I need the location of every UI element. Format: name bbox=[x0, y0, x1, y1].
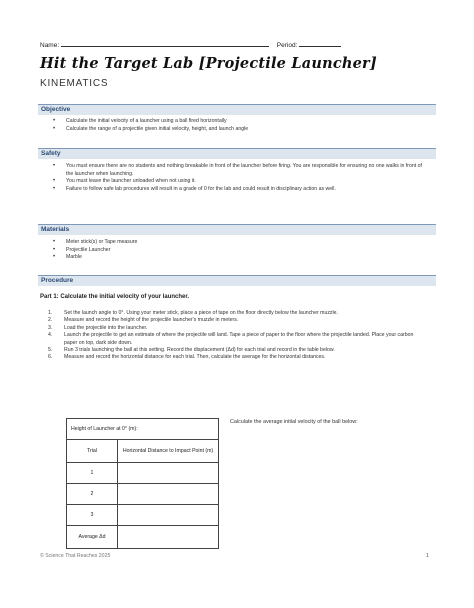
list-item: • Calculate the range of a projectile given initial velocity, height, and launch angle bbox=[38, 126, 428, 134]
safety-list bbox=[38, 163, 428, 193]
page-subtitle: KINEMATICS bbox=[40, 78, 109, 89]
height-of-launcher-cell[interactable] bbox=[67, 419, 219, 440]
page-title: Hit the Target Lab [Projectile Launcher] bbox=[40, 55, 377, 72]
list-item: • Meter stick(s) or Tape measure bbox=[38, 239, 428, 247]
step-text: Load the projectile into the launcher. bbox=[64, 324, 148, 331]
page-number: 1 bbox=[426, 553, 429, 559]
step-text: Run 3 trials launching the ball at this setting. Record the displacement (Δd) for each trial and record in the table below. bbox=[64, 347, 335, 354]
list-item: • Failure to follow safe lab procedures will result in a grade of 0 for the lab and could result in disciplinary action as well. bbox=[38, 186, 428, 194]
materials-heading-bar bbox=[38, 224, 436, 235]
objective-heading-bar bbox=[38, 104, 436, 115]
trial-number: 2 bbox=[67, 484, 118, 505]
calc-prompt: Calculate the average initial velocity of the ball below: bbox=[230, 419, 358, 425]
step-number: 3. bbox=[48, 324, 53, 331]
step-text: Measure and record the horizontal distance for each trial. Then, calculate the average for the horizontal distances. bbox=[64, 354, 326, 361]
step-text: Launch the projectile to get an estimate of where the projectile will land. Tape a piece of paper to the floor where the projectile landed. Place your carbon paper on top, dark side down. bbox=[64, 332, 414, 346]
part1-label: Part 1: Calculate the initial velocity of your launcher. bbox=[40, 294, 190, 300]
list-item: • Projectile Launcher bbox=[38, 247, 428, 255]
procedure-heading: Procedure bbox=[41, 277, 74, 284]
height-of-launcher-label: Height of Launcher at 0° (m): bbox=[71, 426, 138, 432]
procedure-step bbox=[40, 332, 430, 347]
distance-cell[interactable] bbox=[118, 463, 219, 484]
name-label: Name: bbox=[40, 42, 60, 49]
procedure-steps bbox=[40, 310, 430, 362]
name-period-line bbox=[40, 40, 440, 49]
list-item: • Marble bbox=[38, 254, 428, 262]
trial-number: 1 bbox=[67, 463, 118, 484]
step-number: 4. bbox=[48, 332, 53, 339]
average-label: Average Δd bbox=[67, 526, 118, 549]
trial-number: 3 bbox=[67, 505, 118, 526]
period-blank bbox=[299, 40, 341, 47]
name-blank bbox=[61, 40, 269, 47]
step-number: 2. bbox=[48, 317, 53, 324]
list-item: • You must leave the launcher unloaded when not using it. bbox=[38, 178, 428, 186]
step-number: 6. bbox=[48, 354, 53, 361]
copyright-footer: © Science That Reaches 2025 bbox=[40, 553, 111, 559]
average-cell[interactable] bbox=[118, 526, 219, 549]
distance-header: Horizontal Distance to Impact Point (m) bbox=[118, 440, 219, 463]
safety-heading-bar bbox=[38, 148, 436, 159]
trial-header: Trial bbox=[67, 440, 118, 463]
step-number: 1. bbox=[48, 310, 53, 316]
procedure-step bbox=[40, 317, 430, 324]
step-text: Set the launch angle to 0°. Using your meter stick, place a piece of tape on the floor directly below the launcher muzzle. bbox=[64, 310, 338, 316]
procedure-step bbox=[40, 347, 430, 354]
distance-cell[interactable] bbox=[118, 505, 219, 526]
procedure-step bbox=[40, 310, 430, 317]
materials-heading: Materials bbox=[41, 226, 70, 233]
step-number: 5. bbox=[48, 347, 53, 354]
period-label: Period: bbox=[276, 42, 298, 49]
data-table bbox=[66, 418, 219, 549]
list-item: • You must ensure there are no students and nothing breakable in front of the launcher before firing. You are responsible for ensuring no one walks in front of the launcher when launching. bbox=[38, 163, 428, 178]
safety-heading: Safety bbox=[41, 150, 61, 157]
step-text: Measure and record the height of the projectile launcher's muzzle in meters. bbox=[64, 317, 239, 324]
materials-list bbox=[38, 239, 428, 262]
list-item: • Calculate the initial velocity of a launcher using a ball fired horizontally bbox=[38, 118, 428, 126]
objective-list bbox=[38, 118, 428, 133]
objective-heading: Objective bbox=[41, 106, 71, 113]
distance-cell[interactable] bbox=[118, 484, 219, 505]
procedure-step bbox=[40, 325, 430, 332]
procedure-heading-bar bbox=[38, 275, 436, 286]
procedure-step bbox=[40, 354, 430, 361]
